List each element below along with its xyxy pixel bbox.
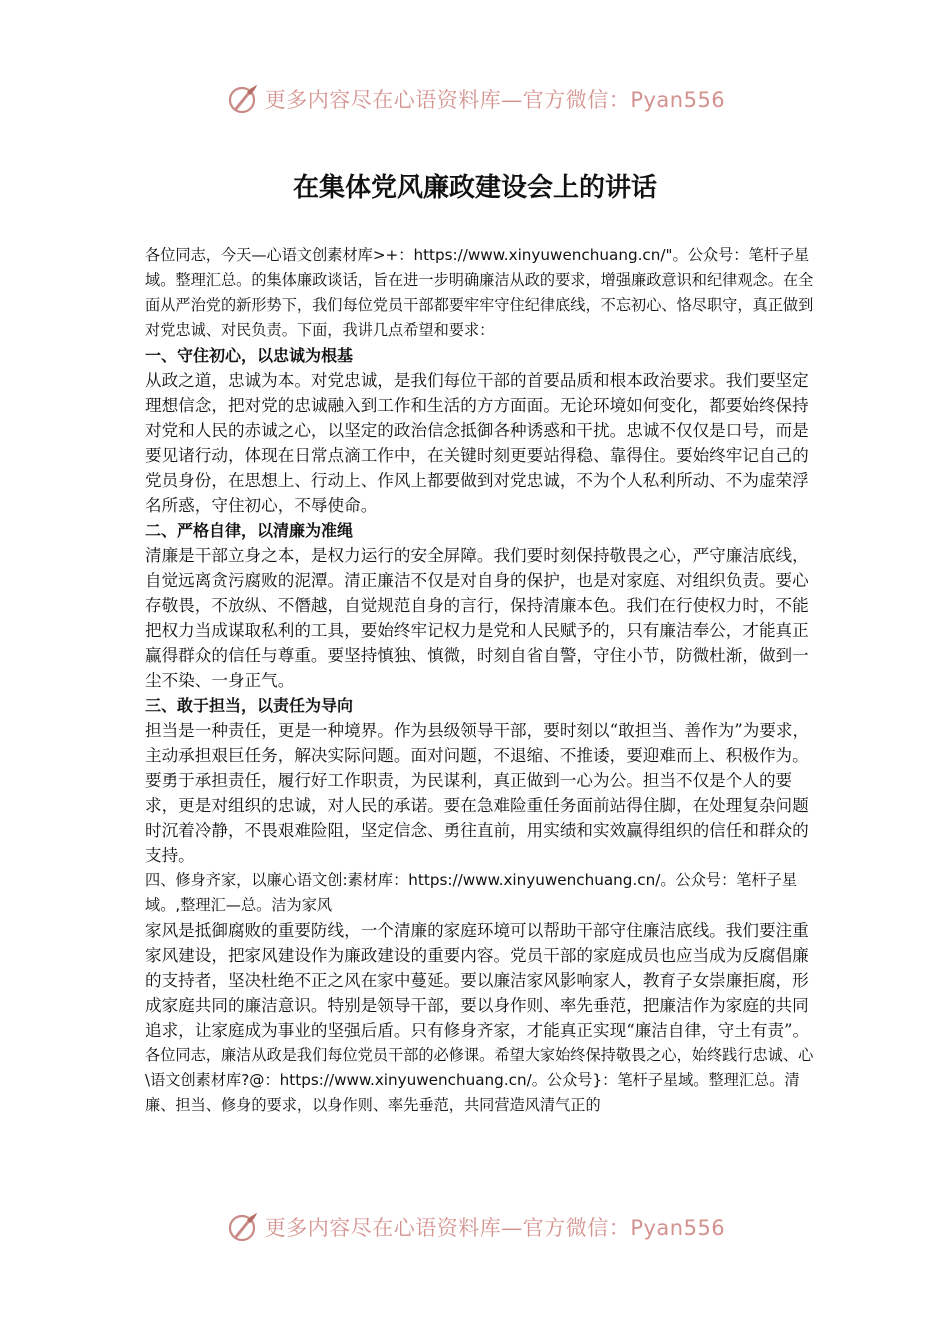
quill-logo-icon [225,82,259,116]
banner-text: 更多内容尽在心语资料库—官方微信：Pyan556 [264,1216,726,1240]
banner-text: 更多内容尽在心语资料库—官方微信：Pyan556 [264,88,726,112]
header-watermark-banner [0,82,950,122]
section-4-heading: 四、修身齐家，以廉心语文创:素材库：https://www.xinyuwenchuang.cn/。公众号：笔杆子星域。,整理汇—总。洁为家风 [145,871,798,914]
footer-watermark-banner [0,1210,950,1250]
page-title: 在集体党风廉政建设会上的讲话 [292,173,657,204]
quill-logo-icon [225,1210,259,1244]
section-3-body: 担当是一种责任，更是一种境界。作为县级领导干部，要时刻以“敢担当、善作为”为要求，主动承担艰巨任务，解决实际问题。面对问题，不退缩、不推诿，要迎难而上、积极作为。要勇于承担责任，履行好工作职责，为民谋利，真正做到一心为公。担当不仅是个人的要求，更是对组织的忠诚，对人民的承诺。要在急难险重任务面前站得住脚，在处理复杂问题时沉着冷静，不畏艰难险阻，坚定信念、勇往直前，用实绩和实效赢得组织的信任和群众的支持。 [145,721,810,865]
intro-paragraph: 各位同志，今天—心语文创素材库>+：https://www.xinyuwenchuang.cn/"。公众号：笔杆子星域。整理汇总。的集体廉政谈话，旨在进一步明确廉洁从政的要求，增强廉政意识和纪律观念。在全面从严治党的新形势下，我们每位党员干部都要牢牢守住纪律底线，不忘初心、恪尽职守，真正做到对党忠诚、对民负责。下面，我讲几点希望和要求： [145,246,814,339]
section-1-heading: 一、守住初心，以忠诚为根基 [145,346,354,365]
section-3-heading: 三、敢于担当，以责任为导向 [145,696,354,715]
section-2-body: 清廉是干部立身之本，是权力运行的安全屏障。我们要时刻保持敬畏之心，严守廉洁底线，自觉远离贪污腐败的泥潭。清正廉洁不仅是对自身的保护，也是对家庭、对组织负责。要心存敬畏，不放纵、不僭越，自觉规范自身的言行，保持清廉本色。我们在行使权力时，不能把权力当成谋取私利的工具，要始终牢记权力是党和人民赋予的，只有廉洁奉公，才能真正赢得群众的信任与尊重。要坚持慎独、慎微，时刻自省自警，守住小节，防微杜渐，做到一尘不染、一身正气。 [145,546,809,690]
document-body [145,243,815,1118]
closing-paragraph: 各位同志，廉洁从政是我们每位党员干部的必修课。希望大家始终保持敬畏之心，始终践行忠诚、心\语文创素材库?@：https://www.xinyuwenchuang.cn/。公众号}：笔杆子星域。整理汇总。清廉、担当、修身的要求，以身作则、率先垂范，共同营造风清气正的 [145,1046,814,1114]
section-1-body: 从政之道，忠诚为本。对党忠诚，是我们每位干部的首要品质和根本政治要求。我们要坚定理想信念，把对党的忠诚融入到工作和生活的方方面面。无论环境如何变化，都要始终保持对党和人民的赤诚之心，以坚定的政治信念抵御各种诱惑和干扰。忠诚不仅仅是口号，而是要见诸行动，体现在日常点滴工作中，在关键时刻更要站得稳、靠得住。要始终牢记自己的党员身份，在思想上、行动上、作风上都要做到对党忠诚，不为个人私利所动、不为虚荣浮名所惑，守住初心，不辱使命。 [145,371,809,515]
section-4-body: 家风是抵御腐败的重要防线，一个清廉的家庭环境可以帮助干部守住廉洁底线。我们要注重家风建设，把家风建设作为廉政建设的重要内容。党员干部的家庭成员也应当成为反腐倡廉的支持者，坚决杜绝不正之风在家中蔓延。要以廉洁家风影响家人，教育子女崇廉拒腐，形成家庭共同的廉洁意识。特别是领导干部，要以身作则、率先垂范，把廉洁作为家庭的共同追求，让家庭成为事业的坚强后盾。只有修身齐家，才能真正实现“廉洁自律，守土有责”。 [145,921,810,1040]
section-2-heading: 二、严格自律，以清廉为准绳 [145,521,354,540]
